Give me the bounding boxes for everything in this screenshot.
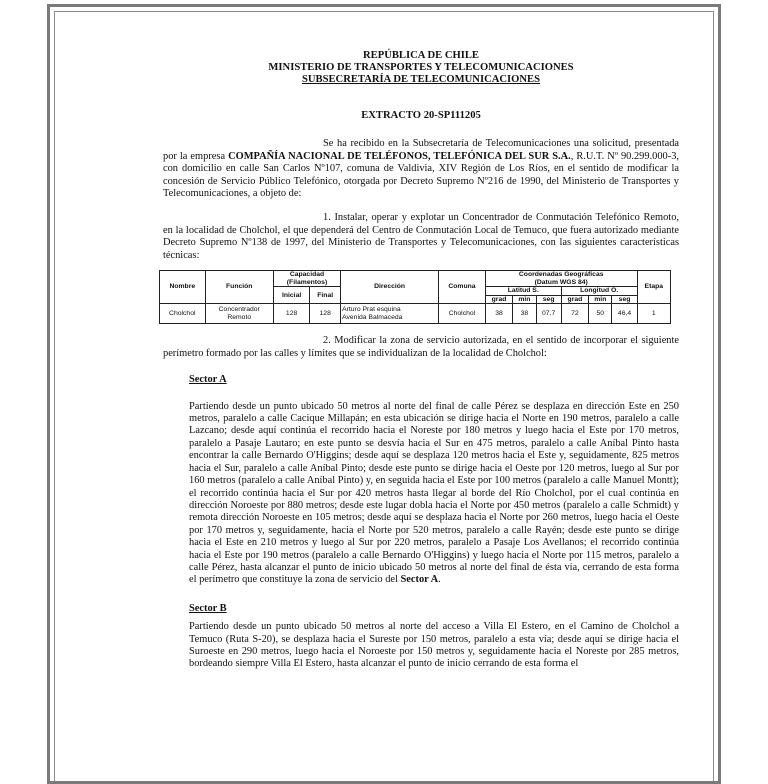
sector-a-text [189, 401, 679, 587]
cell-lon-grad: 72 [561, 304, 588, 324]
ministry-heading: MINISTERIO DE TRANSPORTES Y TELECOMUNICACIONES [268, 62, 574, 73]
col-lon-grad: grad [561, 295, 588, 304]
coordenadas-label: Coordenadas Geográficas [518, 271, 604, 279]
intro-text-a: Se ha recibido en la Subsecretaría de Telecomunicaciones una solicitud, presentada por la empresa [163, 138, 679, 162]
col-lat-seg: seg [536, 295, 561, 304]
cell-direccion [341, 304, 439, 324]
col-coordenadas [485, 271, 637, 287]
cell-nombre: Cholchol [160, 304, 206, 324]
cell-funcion [205, 304, 273, 324]
col-latitud: Latitud S. [485, 287, 561, 296]
sector-a-end: . [438, 574, 441, 586]
direccion-line-1: Arturo Prat esquina [342, 306, 401, 314]
cell-comuna: Cholchol [439, 304, 486, 324]
item-1-paragraph: 1. Instalar, operar y explotar un Concentrador de Conmutación Telefónico Remoto, en la localidad de Cholchol, el que dependerá del Centro de Conmutación Local de Temuco, que fuera autorizado mediante Decreto Supremo Nº138 de 1997, del Ministerio de Transportes y Telecomunicaciones, con las siguientes características técnicas: [163, 212, 679, 261]
col-longitud: Longitud O. [561, 287, 637, 296]
sector-b-title: Sector B [189, 602, 227, 614]
sector-a-title: Sector A [189, 374, 227, 386]
technical-table [159, 270, 671, 324]
country-heading: REPÚBLICA DE CHILE [363, 50, 479, 61]
sector-a-body: Partiendo desde un punto ubicado 50 metros al norte del final de calle Pérez se desplaza en dirección Este en 250 metros, paralelo a calle Cacique Millapán; en esta ubicación se dirige hacia el Norte en 190 metros, paralelo a calle Lazcano; desde aquí continúa el recorrido hacia el Noreste por 180 metros y luego hacia el Este por 170 metros, paralelo a Pasaje Lautaro; en este punto se desvía hacia el Sur en 475 metros, paralelo a calle Aníbal Pinto hasta encontrar la calle Bernardo O'Higgins; desde aquí se desplaza 120 metros hacia el Este y, seguidamente, 825 metros hacia el Sur, paralelo a calle Aníbal Pinto; desde este punto se dirige hacia el Oeste por 120 metros, luego al Sur por 160 metros (paralelo a calle Aníbal Pinto) y, en seguida hacia el Este por 100 metros (paralelo a calle Manuel Montt); el recorrido continúa hacia el Sur por 420 metros hasta llegar al borde del Río Cholchol, por el cual continúa en dirección Noroeste por 880 metros; desde este lugar dobla hacia el Norte por 450 metros (paralelo a calle Schmidt) y remota dirección Noroeste en 105 metros; desde aquí se desplaza hacia el Norte por 260 metros, luego hacia el Oeste por 170 metros y, seguidamente, hacia el Norte por 520 metros, paralelo a calle Rayén; desde este punto se dirige hacia el Este en 210 metros y luego al Sur por 220 metros, paralelo a Pasaje Los Avellanos; el recorrido continúa hacia el Este por 190 metros (paralelo a calle Bernardo O'Higgins) y luego hacia el Norte por 115 metros, paralelo a calle Pérez, hasta alcanzar el punto de inicio ubicado 50 metros al norte del final de ésta vía, cerrando de esta forma el perímetro que constituye la zona de servicio del [189, 400, 679, 586]
cell-lon-min: 50 [589, 304, 612, 324]
col-etapa: Etapa [637, 271, 670, 304]
letterhead [163, 50, 679, 86]
col-inicial: Inicial [273, 287, 309, 304]
cell-lon-seg: 46,4 [612, 304, 637, 324]
company-name: COMPAÑÍA NACIONAL DE TELÉFONOS, TELEFÓNICA DEL SUR S.A. [228, 150, 571, 162]
funcion-line-2: Remoto [227, 313, 252, 321]
col-direccion: Dirección [341, 271, 439, 304]
table-row [160, 304, 671, 324]
funcion-line-1: Concentrador [218, 306, 260, 314]
cell-etapa: 1 [637, 304, 670, 324]
col-funcion: Función [205, 271, 273, 304]
cell-inicial: 128 [273, 304, 309, 324]
sector-b-text: Partiendo desde un punto ubicado 50 metros al norte del acceso a Villa El Estero, en el Camino de Cholchol a Temuco (Ruta S-20), se desplaza hacia el Sureste por 150 metros, paralelo a esta vía; desde aquí se dirige hacia el Suroeste en 290 metros, luego hacia el Noroeste por 150 metros y, seguidamente hacia el Noreste por 285 metros, bordeando siempre Villa El Estero, hasta alcanzar el punto de inicio cerrando de esta forma el [189, 621, 679, 670]
document-title: EXTRACTO 20-SP111205 [361, 110, 481, 121]
col-nombre: Nombre [160, 271, 206, 304]
cell-lat-seg: 07,7 [536, 304, 561, 324]
col-capacidad [273, 271, 340, 287]
table-header-row-1 [160, 271, 671, 287]
cell-final: 128 [310, 304, 341, 324]
subsecretariat-heading: SUBSECRETARÍA DE TELECOMUNICACIONES [301, 74, 541, 85]
direccion-line-2: Avenida Balmaceda [342, 313, 403, 321]
datum-label: (Datum WGS 84) [534, 278, 588, 286]
filamentos-label: (Filamentos) [286, 278, 328, 286]
intro-paragraph [163, 138, 679, 200]
document-page [163, 0, 679, 671]
col-lon-seg: seg [612, 295, 637, 304]
capacidad-label: Capacidad [289, 271, 325, 279]
cell-lat-min: 38 [513, 304, 536, 324]
col-lon-min: min [589, 295, 612, 304]
col-final: Final [310, 287, 341, 304]
sector-a-closing: Sector A [400, 574, 439, 586]
col-lat-min: min [513, 295, 536, 304]
col-lat-grad: grad [485, 295, 512, 304]
intro-text-b: , R.U.T. Nº 90.299.000-3, con domicilio en calle San Carlos Nº107, comuna de Valdivia, XIV Región de Los Ríos, en el sentido de modificar la concesión de Servicio Público Telefónico, otorgada por Decreto Supremo Nº216 de 1990, del Ministerio de Transportes y Telecomunicaciones, a objeto de: [163, 150, 680, 200]
cell-lat-grad: 38 [485, 304, 512, 324]
col-comuna: Comuna [439, 271, 486, 304]
item-2-paragraph: 2. Modificar la zona de servicio autorizada, en el sentido de incorporar el siguiente perímetro formado por las calles y límites que se individualizan de la localidad de Cholchol: [163, 335, 679, 359]
